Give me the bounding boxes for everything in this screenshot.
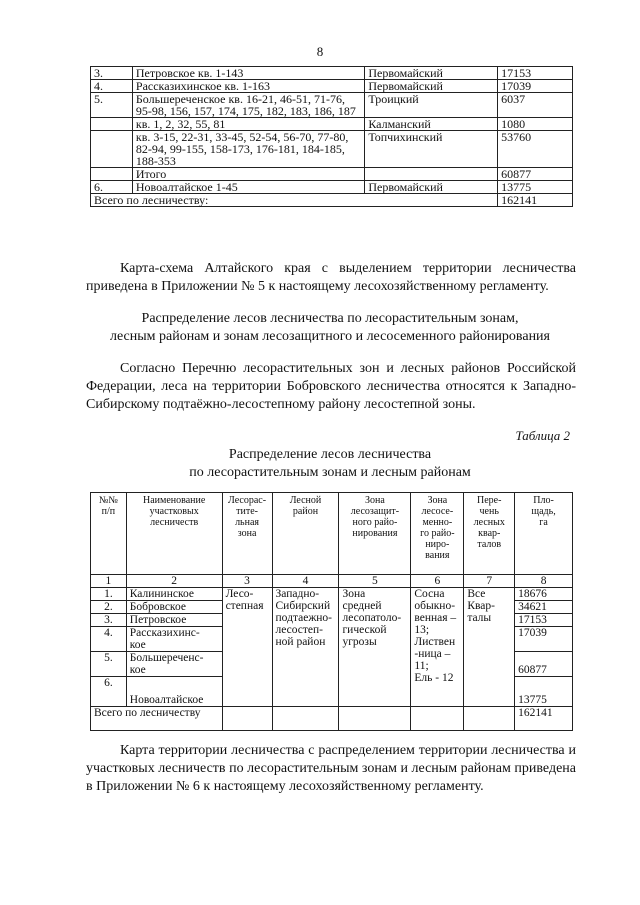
row-number: 3. xyxy=(91,67,133,80)
area-value: 17039 xyxy=(498,80,573,93)
row-number: 5. xyxy=(91,93,133,118)
admin-district: Калманский xyxy=(365,118,498,131)
row-number xyxy=(91,168,133,181)
admin-district: Первомайский xyxy=(365,80,498,93)
area-value: 17153 xyxy=(515,614,573,627)
column-number: 5 xyxy=(339,575,411,588)
forestry-quarters: кв. 1, 2, 32, 55, 81 xyxy=(132,118,364,131)
total-label: Всего по лесничеству: xyxy=(91,194,498,207)
row-number: 6. xyxy=(91,181,133,194)
district-name: Калининское xyxy=(126,588,222,601)
area-value: 60877 xyxy=(515,652,573,677)
admin-district xyxy=(365,168,498,181)
title-line: по лесорастительным зонам и лесным районам xyxy=(189,465,471,480)
heading-line: Распределение лесов лесничества по лесорастительным зонам, xyxy=(141,311,519,326)
column-number: 6 xyxy=(411,575,464,588)
area-value: 6037 xyxy=(498,93,573,118)
admin-district: Первомайский xyxy=(365,181,498,194)
area-value: 13775 xyxy=(498,181,573,194)
district-name: Новоалтайское xyxy=(126,677,222,707)
total-value: 162141 xyxy=(498,194,573,207)
header-cell: №№ п/п xyxy=(91,493,127,575)
row-number xyxy=(91,118,133,131)
table-row xyxy=(91,93,573,118)
row-number: 6. xyxy=(91,677,127,707)
header-cell: Зона лесозащит- ного райо- нирования xyxy=(339,493,411,575)
table-row xyxy=(91,131,573,168)
area-value: 34621 xyxy=(515,601,573,614)
forest-zone-cell: Лесо- степная xyxy=(222,588,272,707)
empty-cell xyxy=(339,707,411,731)
paragraph-map-scheme xyxy=(86,260,576,296)
header-cell: Наименование участковых лесничеств xyxy=(126,493,222,575)
forest-zones-table xyxy=(90,492,573,731)
row-number: 1. xyxy=(91,588,127,601)
heading-line: лесным районам и зонам лесозащитного и лесосеменного районирования xyxy=(110,329,550,344)
paragraph-forest-zones xyxy=(86,360,576,414)
header-cell: Пло- щадь, га xyxy=(515,493,573,575)
column-number: 2 xyxy=(126,575,222,588)
row-number xyxy=(91,131,133,168)
row-number: 3. xyxy=(91,614,127,627)
table-row xyxy=(91,181,573,194)
forestry-quarters: Рассказихинское кв. 1-163 xyxy=(132,80,364,93)
district-name: Петровское xyxy=(126,614,222,627)
header-cell: Лесной район xyxy=(272,493,339,575)
empty-cell xyxy=(222,707,272,731)
table-row xyxy=(91,168,573,181)
area-value: 17153 xyxy=(498,67,573,80)
empty-cell xyxy=(464,707,515,731)
forestry-quarters: Петровское кв. 1-143 xyxy=(132,67,364,80)
column-number: 1 xyxy=(91,575,127,588)
header-cell: Пере- чень лесных квар- талов xyxy=(464,493,515,575)
seed-zone-cell: Сосна обыкно- венная – 13; Листвен -ница – 11; Ель - 12 xyxy=(411,588,464,707)
area-value: 17039 xyxy=(515,627,573,652)
table-row xyxy=(91,118,573,131)
forestry-quarters: Новоалтайское 1-45 xyxy=(132,181,364,194)
area-value: 1080 xyxy=(498,118,573,131)
table-row xyxy=(91,80,573,93)
header-cell: Лесорас- тите- льная зона xyxy=(222,493,272,575)
row-number: 2. xyxy=(91,601,127,614)
title-line: Распределение лесов лесничества xyxy=(228,447,432,462)
paragraph-text: Карта территории лесничества с распределением территории лесничества и участковых лесничеств по лесорастительным зонам и лесным районам приведена в Приложении № 6 к настоящему лесохозяйственному регламенту. xyxy=(86,743,576,794)
quarters-cell: Все Квар- талы xyxy=(464,588,515,707)
column-number: 3 xyxy=(222,575,272,588)
district-name: Большереченс- кое xyxy=(126,652,222,677)
row-number: 4. xyxy=(91,80,133,93)
table-row xyxy=(91,588,573,601)
forestry-districts-table xyxy=(90,66,573,207)
admin-district: Троицкий xyxy=(365,93,498,118)
column-number: 7 xyxy=(464,575,515,588)
district-name: Рассказихинс- кое xyxy=(126,627,222,652)
paragraph-text: Карта-схема Алтайского края с выделением территории лесничества приведена в Приложении № 5 к настоящему лесохозяйственному регламенту. xyxy=(86,261,576,294)
protection-zone-cell: Зона средней лесопатоло- гической угрозы xyxy=(339,588,411,707)
table2-title xyxy=(80,446,580,482)
column-number-row xyxy=(91,575,573,588)
table-caption: Таблица 2 xyxy=(515,428,570,443)
row-number: 5. xyxy=(91,652,127,677)
area-value: 60877 xyxy=(498,168,573,181)
column-number: 8 xyxy=(515,575,573,588)
table-row xyxy=(91,67,573,80)
total-label: Всего по лесничеству xyxy=(91,707,223,731)
paragraph-text: Согласно Перечню лесорастительных зон и лесных районов Российской Федерации, леса на территории Бобровского лесничества относятся к Западно-Сибирскому подтаёжно-лесостепному району лесостепной зоны. xyxy=(86,361,576,412)
paragraph-forest-map xyxy=(86,742,576,796)
forestry-quarters: кв. 3-15, 22-31, 33-45, 52-54, 56-70, 77-80, 82-94, 99-155, 158-173, 176-181, 184-185, 188-353 xyxy=(132,131,364,168)
page-number: 8 xyxy=(316,44,324,59)
admin-district: Первомайский xyxy=(365,67,498,80)
empty-cell xyxy=(411,707,464,731)
forest-district-cell: Западно- Сибирский подтаежно- лесостеп- ной район xyxy=(272,588,339,707)
admin-district: Топчихинский xyxy=(365,131,498,168)
table-total-row xyxy=(91,194,573,207)
total-value: 162141 xyxy=(515,707,573,731)
forestry-quarters: Большереченское кв. 16-21, 46-51, 71-76, 95-98, 156, 157, 174, 175, 182, 183, 186, 187 xyxy=(132,93,364,118)
row-number: 4. xyxy=(91,627,127,652)
area-value: 18676 xyxy=(515,588,573,601)
area-value: 53760 xyxy=(498,131,573,168)
empty-cell xyxy=(272,707,339,731)
district-name: Бобровское xyxy=(126,601,222,614)
table-total-row xyxy=(91,707,573,731)
area-value: 13775 xyxy=(515,677,573,707)
section-heading-1 xyxy=(80,310,580,346)
table-header-row xyxy=(91,493,573,575)
forestry-quarters: Итого xyxy=(132,168,364,181)
header-cell: Зона лесосе- менно- го райо- ниро- вания xyxy=(411,493,464,575)
column-number: 4 xyxy=(272,575,339,588)
